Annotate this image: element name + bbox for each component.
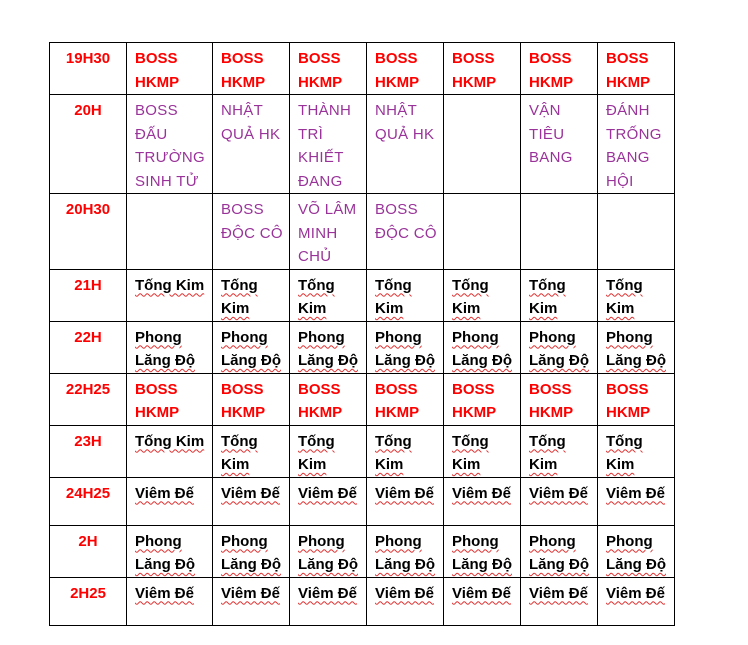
event-cell <box>290 577 367 625</box>
event-label: BOSS HKMP <box>606 380 651 421</box>
event-cell <box>213 477 290 525</box>
event-label: BOSS HKMP <box>298 380 343 421</box>
event-label: Tống Kim <box>135 432 205 450</box>
event-label: VÕ LÂM MINH CHỦ <box>298 201 357 265</box>
event-cell <box>367 194 444 270</box>
event-cell <box>213 43 290 95</box>
event-cell <box>290 425 367 477</box>
event-label: Viêm Đế <box>221 584 280 602</box>
event-cell <box>367 577 444 625</box>
event-label: Phong Lăng Độ <box>452 532 512 573</box>
event-label: BOSS ĐỘC CÔ <box>221 201 283 242</box>
event-label: Viêm Đế <box>606 584 665 602</box>
event-cell <box>444 321 521 373</box>
event-label: Tống Kim <box>606 276 643 317</box>
event-label: BOSS HKMP <box>135 50 180 91</box>
event-label: BOSS HKMP <box>135 380 180 421</box>
event-label: Phong Lăng Độ <box>375 328 435 369</box>
schedule-row <box>50 269 675 321</box>
event-label: BOSS HKMP <box>375 380 420 421</box>
event-cell <box>444 373 521 425</box>
event-cell <box>598 194 675 270</box>
schedule-table <box>49 42 675 626</box>
event-cell <box>444 269 521 321</box>
event-cell <box>290 194 367 270</box>
event-cell <box>598 577 675 625</box>
event-label: Viêm Đế <box>135 584 194 602</box>
time-slot-cell: 2H <box>50 525 127 577</box>
event-cell <box>521 321 598 373</box>
event-label: Phong Lăng Độ <box>298 328 358 369</box>
schedule-row <box>50 194 675 270</box>
event-cell <box>213 525 290 577</box>
event-label: BOSS ĐẤU TRƯỜNG SINH TỬ <box>135 102 205 190</box>
event-cell <box>444 194 521 270</box>
event-label: Tống Kim <box>221 276 258 317</box>
event-label: Tống Kim <box>452 432 489 473</box>
event-label: Phong Lăng Độ <box>452 328 512 369</box>
event-cell <box>444 477 521 525</box>
event-label: Tống Kim <box>529 276 566 317</box>
schedule-row <box>50 95 675 194</box>
event-cell <box>290 525 367 577</box>
time-slot-cell: 21H <box>50 269 127 321</box>
event-label: Phong Lăng Độ <box>529 532 589 573</box>
event-cell <box>444 577 521 625</box>
event-label: Tống Kim <box>375 432 412 473</box>
event-cell <box>521 577 598 625</box>
event-cell <box>213 269 290 321</box>
event-label: Phong Lăng Độ <box>221 328 281 369</box>
event-label: Phong Lăng Độ <box>135 532 195 573</box>
event-cell <box>127 425 213 477</box>
event-label: Viêm Đế <box>298 584 357 602</box>
event-label: Phong Lăng Độ <box>135 328 195 369</box>
event-cell <box>290 43 367 95</box>
event-cell <box>127 194 213 270</box>
schedule-row <box>50 477 675 525</box>
event-label: Viêm Đế <box>298 484 357 502</box>
event-label: Viêm Đế <box>375 584 434 602</box>
schedule-row <box>50 525 675 577</box>
time-slot-cell: 22H25 <box>50 373 127 425</box>
schedule-row <box>50 43 675 95</box>
event-label: THÀNH TRÌ KHIẾT ĐANG <box>298 102 352 190</box>
event-cell <box>213 425 290 477</box>
event-cell <box>213 321 290 373</box>
event-cell <box>444 95 521 194</box>
event-label: BOSS HKMP <box>221 380 266 421</box>
time-slot-cell: 24H25 <box>50 477 127 525</box>
event-cell <box>290 321 367 373</box>
event-label: BOSS HKMP <box>375 50 420 91</box>
event-label: NHẬT QUẢ HK <box>375 102 435 143</box>
event-cell <box>598 269 675 321</box>
event-label: BOSS HKMP <box>529 50 574 91</box>
event-label: Phong Lăng Độ <box>221 532 281 573</box>
event-cell <box>290 373 367 425</box>
event-label: Viêm Đế <box>135 484 194 502</box>
event-cell <box>213 95 290 194</box>
event-cell <box>521 477 598 525</box>
event-cell <box>213 373 290 425</box>
event-label: Viêm Đế <box>452 584 511 602</box>
event-cell <box>127 525 213 577</box>
event-cell <box>127 43 213 95</box>
event-cell <box>127 373 213 425</box>
event-label: NHẬT QUẢ HK <box>221 102 281 143</box>
event-cell <box>444 43 521 95</box>
schedule-body <box>50 43 675 626</box>
event-label: Phong Lăng Độ <box>375 532 435 573</box>
event-cell <box>521 525 598 577</box>
time-slot-cell: 19H30 <box>50 43 127 95</box>
event-label: Tống Kim <box>452 276 489 317</box>
event-cell <box>598 43 675 95</box>
event-label: Tống Kim <box>606 432 643 473</box>
event-cell <box>290 477 367 525</box>
event-cell <box>290 95 367 194</box>
event-cell <box>290 269 367 321</box>
event-cell <box>521 95 598 194</box>
event-cell <box>367 321 444 373</box>
schedule-row <box>50 373 675 425</box>
event-cell <box>521 425 598 477</box>
event-cell <box>367 477 444 525</box>
event-label: BOSS HKMP <box>529 380 574 421</box>
event-cell <box>127 321 213 373</box>
event-label: Viêm Đế <box>529 584 588 602</box>
event-cell <box>127 477 213 525</box>
event-cell <box>598 525 675 577</box>
event-label: Phong Lăng Độ <box>298 532 358 573</box>
event-label: Viêm Đế <box>452 484 511 502</box>
event-label: Viêm Đế <box>606 484 665 502</box>
time-slot-cell: 20H <box>50 95 127 194</box>
event-label: Tống Kim <box>298 276 335 317</box>
event-label: Tống Kim <box>221 432 258 473</box>
time-slot-cell: 20H30 <box>50 194 127 270</box>
event-cell <box>127 95 213 194</box>
event-label: Phong Lăng Độ <box>529 328 589 369</box>
event-label: BOSS HKMP <box>221 50 266 91</box>
event-cell <box>127 269 213 321</box>
event-label: Tống Kim <box>135 276 205 294</box>
event-label: BOSS HKMP <box>298 50 343 91</box>
time-slot-cell: 22H <box>50 321 127 373</box>
event-cell <box>367 95 444 194</box>
event-cell <box>598 373 675 425</box>
event-cell <box>213 194 290 270</box>
event-cell <box>213 577 290 625</box>
event-label: ĐÁNH TRỐNG BANG HỘI <box>606 102 662 190</box>
event-label: Phong Lăng Độ <box>606 328 666 369</box>
event-cell <box>598 95 675 194</box>
event-cell <box>598 477 675 525</box>
schedule-row <box>50 321 675 373</box>
event-cell <box>367 43 444 95</box>
event-cell <box>367 269 444 321</box>
event-label: VẬN TIÊU BANG <box>529 102 573 166</box>
event-cell <box>367 525 444 577</box>
schedule-row <box>50 577 675 625</box>
event-cell <box>444 525 521 577</box>
event-cell <box>598 425 675 477</box>
event-label: Viêm Đế <box>221 484 280 502</box>
event-cell <box>521 373 598 425</box>
time-slot-cell: 23H <box>50 425 127 477</box>
event-label: BOSS ĐỘC CÔ <box>375 201 437 242</box>
time-slot-cell: 2H25 <box>50 577 127 625</box>
event-cell <box>367 425 444 477</box>
event-label: BOSS HKMP <box>452 50 497 91</box>
event-cell <box>127 577 213 625</box>
event-label: Viêm Đế <box>529 484 588 502</box>
event-label: Tống Kim <box>375 276 412 317</box>
event-label: Tống Kim <box>529 432 566 473</box>
event-label: BOSS HKMP <box>452 380 497 421</box>
event-cell <box>521 43 598 95</box>
schedule-row <box>50 425 675 477</box>
event-cell <box>521 269 598 321</box>
event-label: Phong Lăng Độ <box>606 532 666 573</box>
event-cell <box>598 321 675 373</box>
event-cell <box>521 194 598 270</box>
event-cell <box>367 373 444 425</box>
event-label: BOSS HKMP <box>606 50 651 91</box>
event-label: Tống Kim <box>298 432 335 473</box>
event-cell <box>444 425 521 477</box>
event-label: Viêm Đế <box>375 484 434 502</box>
